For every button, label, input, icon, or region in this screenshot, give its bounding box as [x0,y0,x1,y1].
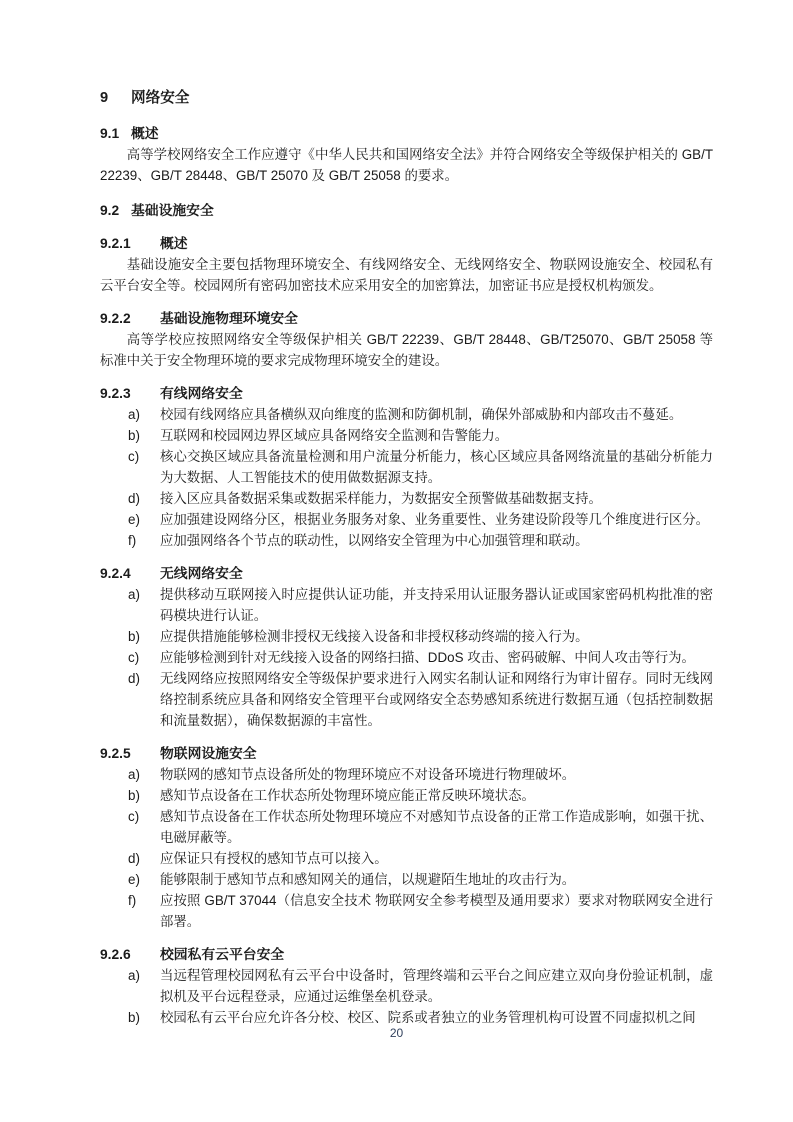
list-item-marker: b) [128,1010,140,1025]
list-item-marker: a) [128,587,140,602]
list-item-text: 校园有线网络应具备横纵双向维度的监测和防御机制，确保外部威胁和内部攻击不蔓延。 [160,407,683,422]
section-number: 9.2.2 [100,311,131,326]
section-title: 校园私有云平台安全 [160,947,285,962]
section-title: 概述 [131,126,159,141]
list-item-marker: b) [128,788,140,803]
list-item-marker: d) [128,851,140,866]
list-item-text: 能够限制于感知节点和感知网关的通信，以规避陌生地址的攻击行为。 [160,872,576,887]
section-heading [100,743,713,764]
list-item [100,626,713,647]
list-item-marker: e) [128,512,140,527]
section-title: 物联网设施安全 [160,746,257,761]
list-item-marker: c) [128,809,140,824]
list-item-text: 感知节点设备在工作状态所处物理环境应能正常反映环境状态。 [160,788,535,803]
list-item [100,848,713,869]
section-title: 网络安全 [131,90,190,106]
list-item-text: 互联网和校园网边界区域应具备网络安全监测和告警能力。 [160,428,509,443]
list-item-text: 应加强网络各个节点的联动性，以网络安全管理为中心加强管理和联动。 [160,533,589,548]
section-heading [100,200,713,221]
section-heading [100,383,713,404]
list-item [100,584,713,626]
list-item [100,869,713,890]
list-item-marker: b) [128,428,140,443]
list-item-text: 当远程管理校园网私有云平台中设备时，管理终端和云平台之间应建立双向身份验证机制，虚拟机及平台远程登录，应通过运维堡垒机登录。 [160,968,713,1004]
section-heading [100,233,713,254]
list-item-text: 物联网的感知节点设备所处的物理环境应不对设备环境进行物理破坏。 [160,767,576,782]
list-item-text: 接入区应具备数据采集或数据采样能力，为数据安全预警做基础数据支持。 [160,491,602,506]
list-item [100,509,713,530]
list-item-marker: a) [128,767,140,782]
ordered-list [100,404,713,551]
section-number: 9.2 [100,203,120,218]
list-item [100,965,713,1007]
section-title: 无线网络安全 [160,566,243,581]
list-item-text: 应保证只有授权的感知节点可以接入。 [160,851,388,866]
list-item-text: 应按照 GB/T 37044（信息安全技术 物联网安全参考模型及通用要求）要求对物联网安全进行部署。 [160,893,713,929]
list-item [100,785,713,806]
list-item [100,446,713,488]
list-item-marker: a) [128,968,140,983]
section-title: 概述 [160,236,188,251]
list-item-text: 应加强建设网络分区，根据业务服务对象、业务重要性、业务建设阶段等几个维度进行区分。 [160,512,710,527]
section-title: 基础设施安全 [131,203,214,218]
paragraph: 基础设施安全主要包括物理环境安全、有线网络安全、无线网络安全、物联网设施安全、校园私有云平台安全等。校园网所有密码加密技术应采用安全的加密算法，加密证书应是授权机构颁发。 [100,257,713,293]
list-item-text: 核心交换区域应具备流量检测和用户流量分析能力，核心区域应具备网络流量的基础分析能力为大数据、人工智能技术的使用做数据源支持。 [160,449,713,485]
list-item-marker: c) [128,650,140,665]
list-item-text: 应提供措施能够检测非授权无线接入设备和非授权移动终端的接入行为。 [160,629,589,644]
ordered-list [100,764,713,932]
list-item [100,647,713,668]
section-title: 基础设施物理环境安全 [160,311,298,326]
list-item-marker: f) [128,533,137,548]
list-item-marker: b) [128,629,140,644]
list-item [100,530,713,551]
section-heading [100,944,713,965]
list-item [100,890,713,932]
page-number: 20 [389,1026,404,1040]
section-heading [100,88,713,109]
list-item-text: 无线网络应按照网络安全等级保护要求进行入网实名制认证和网络行为审计留存。同时无线网络控制系统应具备和网络安全管理平台或网络安全态势感知系统进行数据互通（包括控制数据和流量数据），确保数据源的丰富性。 [160,671,713,728]
page-footer [0,1026,793,1040]
document-content [100,88,713,1028]
section-heading [100,123,713,144]
section-number: 9.2.1 [100,236,131,251]
list-item-text: 感知节点设备在工作状态所处物理环境应不对感知节点设备的正常工作造成影响，如强干扰、电磁屏蔽等。 [160,809,713,845]
section-heading [100,308,713,329]
list-item-marker: a) [128,407,140,422]
list-item-marker: c) [128,449,140,464]
list-item-marker: e) [128,872,140,887]
ordered-list [100,965,713,1028]
list-item-marker: d) [128,491,140,506]
section-number: 9.2.5 [100,746,131,761]
list-item-marker: d) [128,671,140,686]
list-item [100,764,713,785]
list-item [100,425,713,446]
section-number: 9.2.6 [100,947,131,962]
list-item [100,1007,713,1028]
list-item-text: 提供移动互联网接入时应提供认证功能，并支持采用认证服务器认证或国家密码机构批准的密码模块进行认证。 [160,587,713,623]
section-title: 有线网络安全 [160,386,243,401]
section-heading [100,563,713,584]
list-item-text: 校园私有云平台应允许各分校、校区、院系或者独立的业务管理机构可设置不同虚拟机之间 [160,1010,696,1025]
list-item-text: 应能够检测到针对无线接入设备的网络扫描、DDoS 攻击、密码破解、中间人攻击等行为。 [160,650,695,665]
list-item [100,488,713,509]
paragraph: 高等学校应按照网络安全等级保护相关 GB/T 22239、GB/T 28448、GB/T25070、GB/T 25058 等标准中关于安全物理环境的要求完成物理环境安全的建设。 [100,332,713,368]
section-number: 9 [100,90,109,106]
section-number: 9.2.3 [100,386,131,401]
list-item [100,806,713,848]
ordered-list [100,584,713,731]
list-item [100,404,713,425]
section-number: 9.2.4 [100,566,131,581]
list-item [100,668,713,731]
section-number: 9.1 [100,126,120,141]
paragraph: 高等学校网络安全工作应遵守《中华人民共和国网络安全法》并符合网络安全等级保护相关的 GB/T 22239、GB/T 28448、GB/T 25070 及 GB/T 25058 的要求。 [100,147,713,183]
list-item-marker: f) [128,893,137,908]
